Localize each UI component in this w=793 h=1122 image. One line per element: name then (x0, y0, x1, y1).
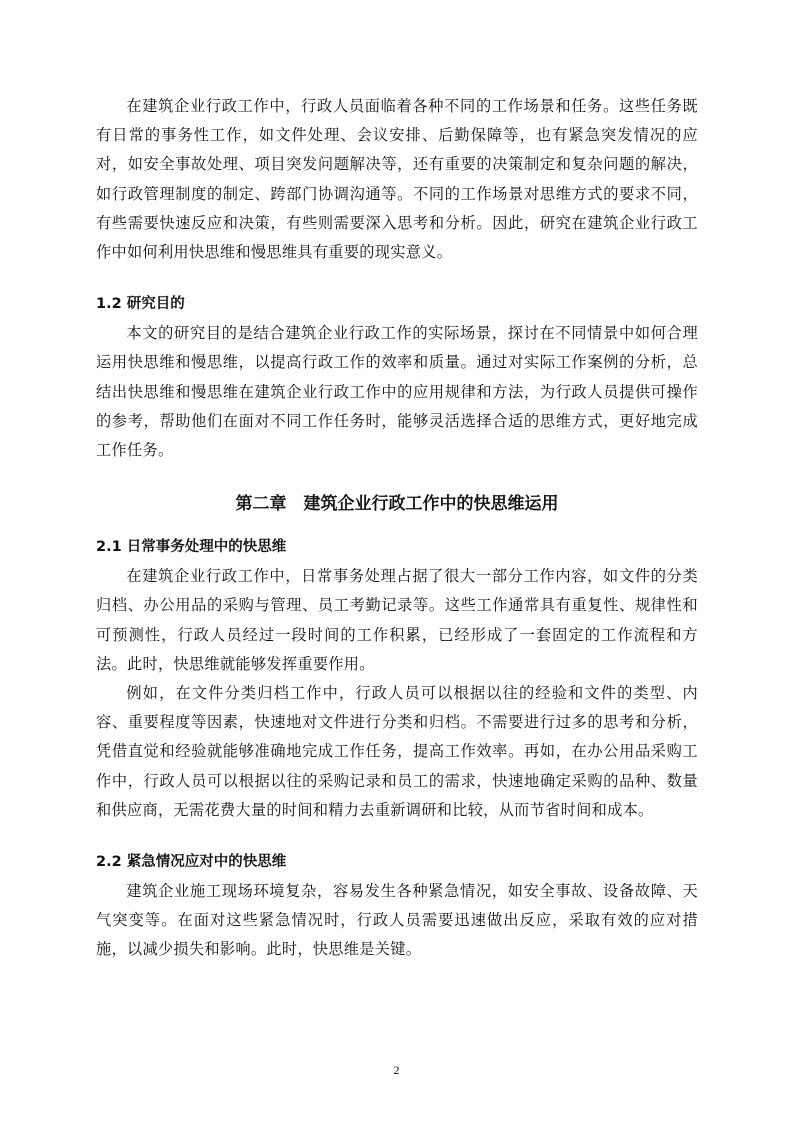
chapter-title: 第二章 建筑企业行政工作中的快思维运用 (235, 494, 559, 515)
section-heading-2-2: 2.2 紧急情况应对中的快思维 (96, 854, 287, 871)
section-heading-2-1: 2.1 日常事务处理中的快思维 (96, 539, 287, 556)
page-number: 2 (393, 1063, 400, 1077)
document-page (96, 92, 698, 965)
paragraph: 例如，在文件分类归档工作中，行政人员可以根据以往的经验和文件的类型、内容、重要程度等因素，快速地对文件进行分类和归档。不需要进行过多的思考和分析，凭借直觉和经验就能够准确地完成工作任务，提高工作效率。再如，在办公用品采购工作中，行政人员可以根据以往的采购记录和员工的需求，快速地确定采购的品种、数量和供应商，无需花费大量的时间和精力去重新调研和比较，从而节省时间和成本。 (96, 684, 698, 819)
paragraph: 在建筑企业行政工作中，日常事务处理占据了很大一部分工作内容，如文件的分类归档、办公用品的采购与管理、员工考勤记录等。这些工作通常具有重复性、规律性和可预测性，行政人员经过一段时间的工作积累，已经形成了一套固定的工作流程和方法。此时，快思维就能够发挥重要作用。 (96, 567, 698, 673)
paragraph: 在建筑企业行政工作中，行政人员面临着各种不同的工作场景和任务。这些任务既有日常的事务性工作，如文件处理、会议安排、后勤保障等，也有紧急突发情况的应对，如安全事故处理、项目突发问题解决等，还有重要的决策制定和复杂问题的解决，如行政管理制度的制定、跨部门协调沟通等。不同的工作场景对思维方式的要求不同，有些需要快速反应和决策，有些则需要深入思考和分析。因此，研究在建筑企业行政工作中如何利用快思维和慢思维具有重要的现实意义。 (96, 97, 698, 262)
paragraph: 建筑企业施工现场环境复杂，容易发生各种紧急情况，如安全事故、设备故障、天气突变等。在面对这些紧急情况时，行政人员需要迅速做出反应，采取有效的应对措施，以减少损失和影响。此时，快思维是关键。 (96, 882, 698, 959)
section-heading-1-2: 1.2 研究目的 (96, 296, 185, 313)
paragraph: 本文的研究目的是结合建筑企业行政工作的实际场景，探讨在不同情景中如何合理运用快思维和慢思维，以提高行政工作的效率和质量。通过对实际工作案例的分析，总结出快思维和慢思维在建筑企业行政工作中的应用规律和方法，为行政人员提供可操作的参考，帮助他们在面对不同工作任务时，能够灵活选择合适的思维方式，更好地完成工作任务。 (96, 324, 698, 460)
